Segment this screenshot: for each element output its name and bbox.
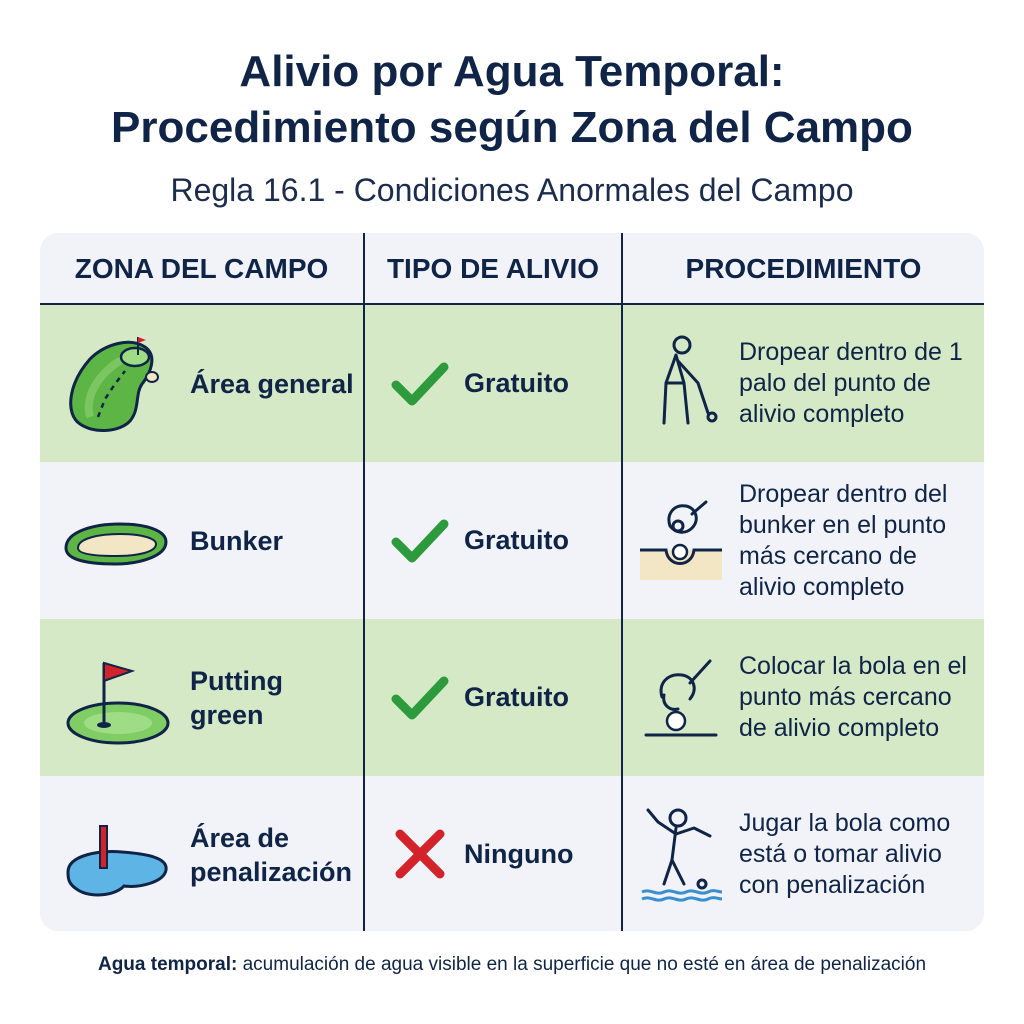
hand-place-ball-icon (636, 647, 726, 747)
relief-label: Gratuito (464, 682, 569, 712)
hand-drop-in-bunker-icon (636, 490, 726, 590)
column-divider (621, 233, 623, 931)
footnote-definition: acumulación de agua visible en la superficie que no esté en área de penalización (237, 954, 927, 975)
header-zone: ZONA DEL CAMPO (74, 253, 329, 284)
header-procedure: PROCEDIMIENTO (685, 253, 922, 284)
bunker-icon (60, 486, 170, 596)
column-divider (363, 233, 365, 931)
golfer-in-water-icon (636, 804, 726, 904)
putting-green-icon (60, 643, 170, 753)
golfer-drop-icon (636, 333, 726, 433)
title-line-1: Alivio por Agua Temporal: (239, 47, 785, 96)
cross-icon (390, 824, 450, 884)
title-line-2: Procedimiento según Zona del Campo (111, 103, 913, 152)
procedure-text: Dropear dentro del bunker en el punto más cercano de alivio completo (739, 479, 948, 601)
fairway-icon (60, 329, 170, 439)
procedure-text: Colocar la bola en el punto más cercano de alivio completo (739, 652, 967, 742)
procedure-text: Jugar la bola como está o tomar alivio con penalización (739, 809, 951, 899)
table-row (40, 776, 984, 931)
header-relief: TIPO DE ALIVIO (386, 253, 600, 284)
zone-label: Bunker (190, 525, 284, 556)
relief-label: Gratuito (464, 368, 569, 398)
check-icon (390, 667, 450, 727)
relief-label: Ninguno (464, 839, 574, 869)
zone-label: Putting green (190, 665, 283, 730)
zone-label: Área de penalización (190, 822, 353, 887)
table-row (40, 462, 984, 619)
check-icon (390, 353, 450, 413)
table-header (40, 233, 984, 306)
table-row (40, 619, 984, 776)
footnote (0, 954, 1024, 976)
footnote-term: Agua temporal: (97, 954, 238, 975)
procedure-text: Dropear dentro de 1 palo del punto de alivio completo (739, 338, 963, 428)
page-title (0, 44, 1024, 156)
table-row (40, 305, 984, 462)
relief-label: Gratuito (464, 525, 569, 555)
page-subtitle: Regla 16.1 - Condiciones Anormales del Campo (170, 172, 854, 208)
relief-table (40, 233, 984, 931)
zone-label: Área general (190, 368, 354, 399)
penalty-area-icon (60, 800, 170, 910)
check-icon (390, 510, 450, 570)
